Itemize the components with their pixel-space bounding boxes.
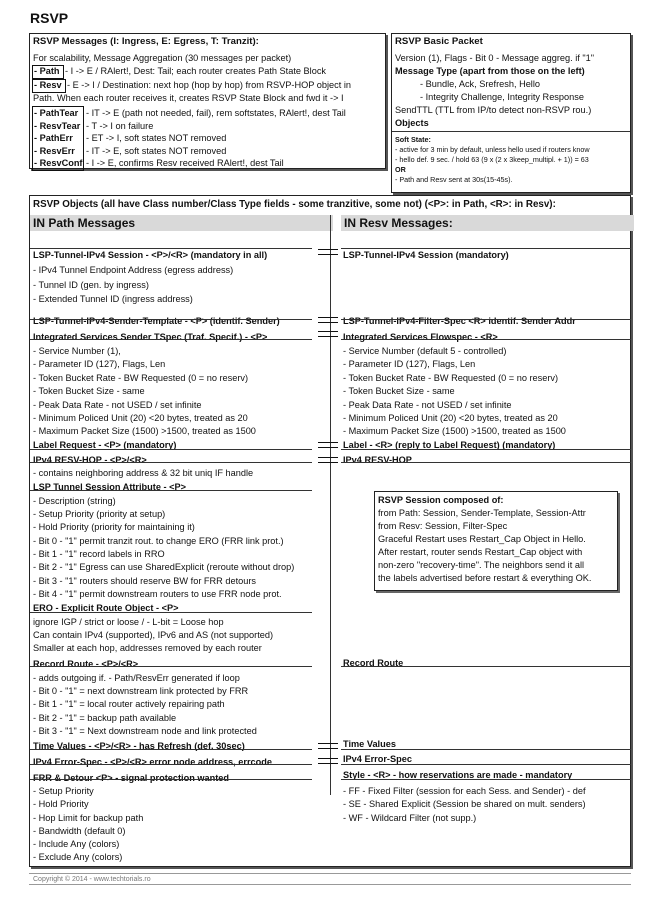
page-title: RSVP (30, 10, 69, 26)
path-object-line: - Bit 0 - "1" permit tranzit rout. to change ERO (FRR link prot.) (33, 536, 284, 546)
msg-patherr: - PathErr (34, 133, 73, 143)
path-object-line: - Description (string) (33, 496, 116, 506)
footer: Copyright © 2014 - www.techtorials.ro (29, 873, 631, 885)
session-l4: Graceful Restart uses Restart_Cap Object in Hello. (378, 534, 586, 544)
path-separator (30, 449, 312, 450)
path-object-line: ERO - Explicit Route Object - <P> (33, 603, 179, 613)
path-object-line: - Bit 3 - "1" routers should reserve BW for FRR detours (33, 576, 257, 586)
path-object-line: - contains neighboring address & 32 bit uniq IF handle (33, 468, 254, 478)
path-object-line: - Token Bucket Size - same (33, 386, 145, 396)
equals-icon (318, 758, 338, 764)
path-separator (30, 490, 312, 491)
msg-resvtear: - ResvTear (34, 121, 81, 131)
path-object-line: - Hold Priority (priority for maintaining it) (33, 522, 195, 532)
resv-object-line: - Parameter ID (127), Flags, Len (343, 359, 476, 369)
messages-box (29, 33, 386, 169)
resv-separator (341, 248, 631, 249)
path-separator (30, 764, 312, 765)
path-separator (30, 462, 312, 463)
path-object-line: - IPv4 Tunnel Endpoint Address (egress address) (33, 265, 234, 275)
path-object-line: Time Values - <P>/<R> - has Refresh (def. 30sec) (33, 741, 245, 751)
path-object-line: Integrated Services Sender TSpec (Traf. Specif.) - <P> (33, 332, 268, 342)
path-object-line: LSP Tunnel Session Attribute - <P> (33, 482, 186, 492)
path-object-line: - Bandwidth (default 0) (33, 826, 126, 836)
path-separator (30, 319, 312, 320)
path-object-line: - adds outgoing if. - Path/ResvErr generated if loop (33, 673, 240, 683)
path-separator (30, 339, 312, 340)
path-separator (30, 248, 312, 249)
resv-object-line: Time Values (343, 739, 396, 749)
session-l3: from Resv: Session, Filter-Spec (378, 521, 508, 531)
equals-icon (318, 249, 338, 255)
path-object-line: LSP-Tunnel-IPv4 Session - <P>/<R> (mandatory in all) (33, 250, 268, 260)
column-divider (330, 215, 331, 795)
path-object-line: - Extended Tunnel ID (ingress address) (33, 294, 193, 304)
equals-icon (318, 457, 338, 463)
resv-separator (341, 339, 631, 340)
resv-object-line: - Minimum Policed Unit (20) <20 bytes, treated as 20 (343, 413, 558, 423)
basic-heading: RSVP Basic Packet (395, 36, 483, 47)
soft-or: OR (395, 165, 406, 174)
msg-resv-desc-2: Path. When each router receives it, creates RSVP State Block and fwd it -> I (33, 93, 344, 103)
resv-object-line: - Token Bucket Rate - BW Requested (0 = no reserv) (343, 373, 559, 383)
session-l6: non-zero "recovery-time". The neighbors send it all (378, 560, 585, 570)
path-separator (30, 666, 312, 667)
msg-pathtear: - PathTear (34, 108, 79, 118)
msg-resv-desc: - E -> I / Destination: next hop (hop by hop) from RSVP-HOP object in (67, 80, 352, 90)
path-object-line: FRR & Detour <P> - signal protection wanted (33, 773, 230, 783)
resv-separator (341, 449, 631, 450)
msg-resv: - Resv (34, 80, 62, 90)
path-object-line: Can contain IPv4 (supported), IPv6 and AS (not supported) (33, 630, 274, 640)
path-separator (30, 749, 312, 750)
resv-object-line: LSP-Tunnel-IPv4 Session (mandatory) (343, 250, 509, 260)
path-object-line: - Bit 4 - "1" permit downstream routers to use FRR node prot. (33, 589, 282, 599)
resv-separator (341, 319, 631, 320)
resv-object-line: - SE - Shared Explicit (Session be shared on mult. senders) (343, 799, 586, 809)
path-object-line: - Bit 3 - "1" = Next downstream node and link protected (33, 726, 257, 736)
in-path-header: IN Path Messages (30, 215, 333, 231)
path-object-line: - Bit 2 - "1" = backup path available (33, 713, 177, 723)
soft-line-1: - active for 3 min by default, unless hello used if routers know (395, 145, 590, 154)
resv-object-line: Label - <R> (reply to Label Request) (mandatory) (343, 440, 556, 450)
path-object-line: ignore IGP / strict or loose / - L-bit = Loose hop (33, 617, 224, 627)
path-separator (30, 779, 312, 780)
resv-object-line: - Service Number (default 5 - controlled) (343, 346, 507, 356)
path-object-line: - Hold Priority (33, 799, 89, 809)
path-object-line: - Service Number (1), (33, 346, 121, 356)
basic-mt1: - Bundle, Ack, Srefresh, Hello (420, 79, 541, 89)
basic-sendttl: SendTTL (TTL from IP/to detect non-RSVP rou.) (395, 105, 592, 115)
session-note-box (374, 491, 618, 591)
resv-object-line: - WF - Wildcard Filter (not supp.) (343, 813, 477, 823)
messages-intro: For scalability, Message Aggregation (30 messages per packet) (33, 53, 292, 63)
path-separator (30, 612, 312, 613)
basic-divider (392, 131, 630, 132)
resv-object-line: - FF - Fixed Filter (session for each Sess. and Sender) - def (343, 786, 586, 796)
msg-resvconf: - ResvConf (34, 158, 83, 168)
path-object-line: - Hop Limit for backup path (33, 813, 144, 823)
objects-heading: RSVP Objects (all have Class number/Class Type fields - some tranzitive, some not) (<P>: in Path, <R>: in Resv): (33, 199, 556, 210)
path-object-line: Smaller at each hop, addresses removed by each router (33, 643, 262, 653)
equals-icon (318, 317, 338, 323)
equals-icon (318, 331, 338, 337)
objects-box (29, 195, 631, 867)
path-object-line: - Minimum Policed Unit (20) <20 bytes, treated as 20 (33, 413, 248, 423)
session-l2: from Path: Session, Sender-Template, Session-Attr (378, 508, 586, 518)
resv-object-line: LSP-Tunnel-IPv4-Filter-Spec <R> identif. Sender Addr (343, 316, 576, 326)
soft-line-3: - Path and Resv sent at 30s(15-45s). (395, 175, 513, 184)
soft-line-2: - hello def. 9 sec. / hold 63 (9 x (2 x 3keep_multipl. + 1)) = 63 (395, 155, 589, 164)
equals-icon (318, 442, 338, 448)
resv-object-line: - Peak Data Rate - not USED / set infinite (343, 400, 512, 410)
resv-separator (341, 462, 631, 463)
path-object-line: - Include Any (colors) (33, 839, 120, 849)
path-object-line: - Bit 1 - "1" = local router actively repairing path (33, 699, 225, 709)
path-object-line: - Exclude Any (colors) (33, 852, 123, 862)
path-object-line: IPv4 Error-Spec - <P>/<R> error node address, errcode (33, 757, 272, 767)
path-object-line: - Maximum Packet Size (1500) >1500, treated as 1500 (33, 426, 256, 436)
resv-object-line: IPv4 Error-Spec (343, 754, 412, 764)
resv-separator (341, 666, 631, 667)
path-object-line: - Bit 0 - "1" = next downstream link protected by FRR (33, 686, 249, 696)
msg-pathtear-desc: - IT -> E (path not needed, fail), rem softstates, RAlert!, dest Tail (86, 108, 346, 118)
resv-object-line: Style - <R> - how reservations are made - mandatory (343, 770, 573, 780)
basic-msgtype: Message Type (apart from those on the left) (395, 66, 585, 76)
path-object-line: - Setup Priority (33, 786, 94, 796)
path-object-line: - Token Bucket Rate - BW Requested (0 = no reserv) (33, 373, 249, 383)
path-object-line: - Bit 1 - "1" record labels in RRO (33, 549, 165, 559)
msg-resverr-desc: - IT -> E, soft states NOT removed (86, 146, 227, 156)
resv-object-line: Record Route (343, 658, 404, 668)
path-object-line: - Bit 2 - "1" Egress can use SharedExplicit (reroute without drop) (33, 562, 295, 572)
session-l5: After restart, router sends Restart_Cap object with (378, 547, 583, 557)
msg-path: - Path (34, 66, 60, 76)
path-object-line: - Setup Priority (priority at setup) (33, 509, 166, 519)
resv-separator (341, 749, 631, 750)
equals-icon (318, 743, 338, 749)
basic-version: Version (1), Flags - Bit 0 - Message aggreg. if "1" (395, 53, 595, 63)
basic-mt2: - Integrity Challenge, Integrity Response (420, 92, 584, 102)
msg-resverr: - ResvErr (34, 146, 75, 156)
path-object-line: IPv4 RESV-HOP - <P>/<R> (33, 455, 147, 465)
path-object-line: - Tunnel ID (gen. by ingress) (33, 280, 149, 290)
msg-patherr-desc: - ET -> I, soft states NOT removed (86, 133, 227, 143)
basic-packet-box (391, 33, 631, 193)
session-l1: RSVP Session composed of: (378, 495, 504, 505)
msg-resvtear-desc: - T -> I on failure (86, 121, 154, 131)
soft-title: Soft State: (395, 135, 431, 144)
path-object-line: LSP-Tunnel-IPv4-Sender-Template - <P> (identif. Sender) (33, 316, 280, 326)
in-resv-header: IN Resv Messages: (341, 215, 634, 231)
resv-object-line: IPv4 RESV-HOP (343, 455, 412, 465)
session-l7: the labels advertised before restart & everything OK. (378, 573, 592, 583)
path-object-line: Label Request - <P> (mandatory) (33, 440, 177, 450)
resv-separator (341, 779, 631, 780)
msg-resvconf-desc: - I -> E, confirms Resv received RAlert!, dest Tail (86, 158, 284, 168)
resv-object-line: Integrated Services Flowspec - <R> (343, 332, 498, 342)
resv-object-line: - Token Bucket Size - same (343, 386, 455, 396)
resv-object-line: - Maximum Packet Size (1500) >1500, treated as 1500 (343, 426, 566, 436)
messages-heading: RSVP Messages (I: Ingress, E: Egress, T: Tranzit): (33, 36, 259, 47)
path-object-line: Record Route - <P>/<R> (33, 659, 139, 669)
path-object-line: - Peak Data Rate - not USED / set infinite (33, 400, 202, 410)
msg-path-desc: - I -> E / RAlert!, Dest: Tail; each router creates Path State Block (65, 66, 327, 76)
resv-separator (341, 764, 631, 765)
basic-objects: Objects (395, 118, 429, 128)
path-object-line: - Parameter ID (127), Flags, Len (33, 359, 166, 369)
